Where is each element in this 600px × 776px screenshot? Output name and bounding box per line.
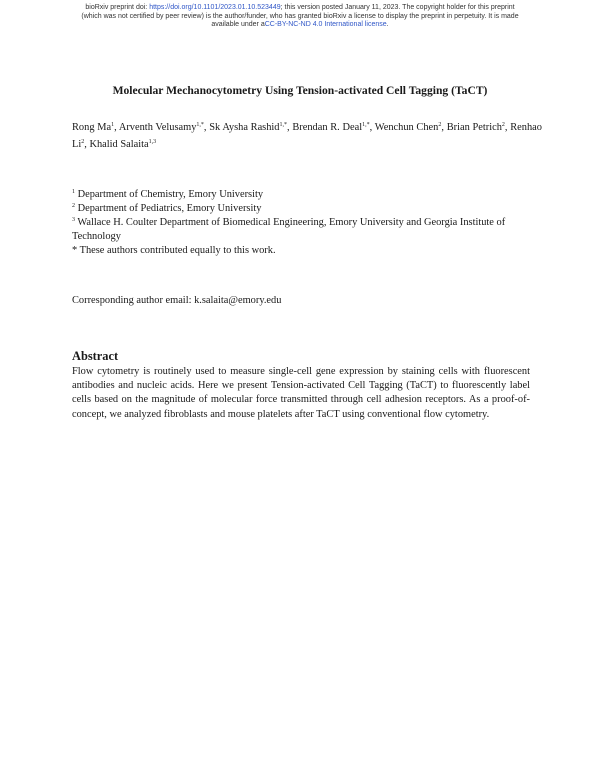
banner-line-3 (40, 21, 560, 30)
author: Rong Ma$^1$ (72, 122, 115, 133)
affiliations (72, 188, 542, 258)
banner-period: . (386, 21, 389, 28)
banner-posted: ; this version posted January 11, 2023. The copyright holder for this preprint (280, 4, 515, 11)
equal-contribution-note: * These authors contributed equally to this work. (72, 245, 276, 256)
doi-link[interactable]: https://doi.org/10.1101/2023.01.10.523449 (149, 4, 281, 11)
author: Brendan R. Deal$^{1,*}$ (292, 122, 370, 133)
license-link[interactable]: CC-BY-NC-ND 4.0 International license (264, 21, 387, 28)
preprint-banner (40, 4, 560, 30)
affiliation: $^2$ Department of Pediatrics, Emory University (72, 203, 262, 214)
author: Wenchun Chen$^2$ (374, 122, 442, 133)
author: Brian Petrich$^2$ (446, 122, 505, 133)
banner-line-2: (which was not certified by peer review) is the author/funder, who has granted bioRxiv a license to display the preprint in perpetuity. It is made (81, 12, 519, 20)
author: Arventh Velusamy$^{1,*}$ (118, 122, 204, 133)
affiliation: $^3$ Wallace H. Coulter Department of Biomedical Engineering, Emory University and Georgia Institute of Technology (72, 217, 506, 242)
affiliation: $^1$ Department of Chemistry, Emory University (72, 189, 264, 200)
banner-line-1 (40, 4, 560, 13)
author: Khalid Salaita$^{1,3}$ (89, 138, 157, 150)
abstract-body: Flow cytometry is routinely used to measure single-cell gene expression by staining cells with fluorescent antibodies and nucleic acids. Here we present Tension-activated Cell Tagging (TaCT) to fluorescently label cells based on the magnitude of molecular force transmitted through cell adhesion receptors. As a proof-of-concept, we analyzed fibroblasts and mouse platelets after TaCT using conventional flow cytometry. (72, 366, 530, 420)
paper-title: Molecular Mechanocytometry Using Tension-activated Cell Tagging (TaCT) (112, 84, 488, 97)
author: Sk Aysha Rashid$^{1,*}$ (209, 122, 288, 133)
banner-prefix: bioRxiv preprint doi: (85, 4, 150, 11)
author-list: Rong Ma$^1$, Arventh Velusamy$^{1,*}$, Sk Aysha Rashid$^{1,*}$, Brendan R. Deal$^{1,*}$, Wenchun Chen$^2$, Brian Petrich$^2$, Renhao Li$^2$, Khalid Salaita$^{1,3}$ (72, 122, 542, 150)
abstract-heading: Abstract (72, 349, 119, 363)
banner-available: available under a (211, 21, 265, 28)
corresponding-author: Corresponding author email: k.salaita@emory.edu (72, 295, 282, 306)
author: Renhao Li$^2$ (72, 122, 542, 150)
